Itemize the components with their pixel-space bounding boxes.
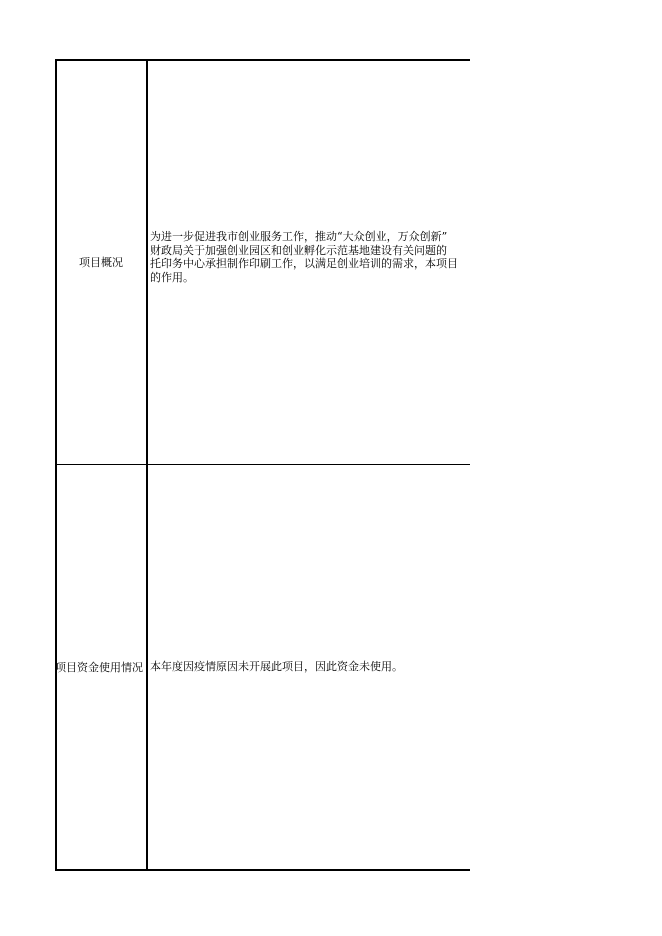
overview-content-cell bbox=[149, 61, 470, 464]
overview-content: 为进一步促进我市创业服务工作，推动“大众创业，万众创新” 财政局关于加强创业园区和创业孵化示范基地建设有关问题的 托印务中心承担制作印刷工作，以满足创业培训的需求，本项目 的作用。 bbox=[150, 230, 458, 284]
project-table bbox=[55, 59, 470, 871]
table-row-fund-usage bbox=[55, 465, 470, 869]
table-row-overview bbox=[55, 61, 470, 464]
table-bottom-border bbox=[55, 869, 470, 871]
overview-label: 项目概况 bbox=[79, 256, 123, 269]
fund-usage-label: 项目资金使用情况 bbox=[55, 660, 143, 674]
fund-usage-content: 本年度因疫情原因未开展此项目，因此资金未使用。 bbox=[150, 660, 403, 674]
fund-usage-content-cell bbox=[149, 465, 470, 869]
